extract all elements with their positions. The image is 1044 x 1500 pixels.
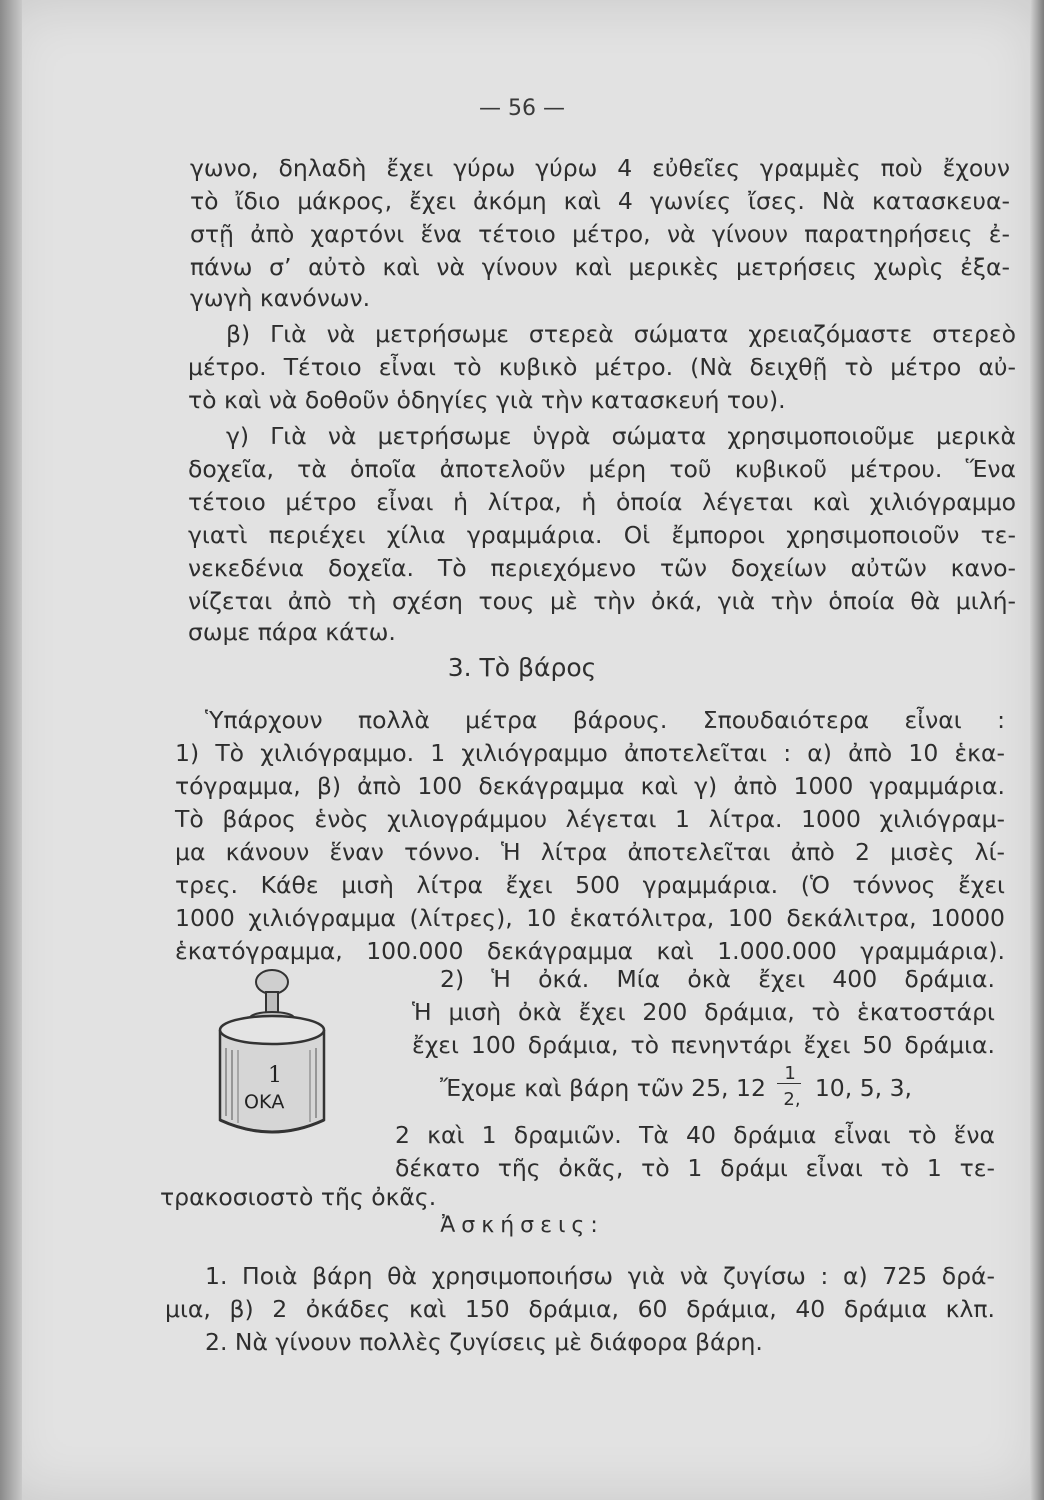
text-line: στῇ ἀπὸ χαρτόνι ἕνα τέτοιο μέτρο, νὰ γίνουν παρατηρήσεις ἐ- [190, 220, 1010, 248]
text-line: Ὑπάρχουν πολλὰ μέτρα βάρους. Σπουδαιότερα εἶναι : [205, 706, 1005, 734]
text-line: δέκατο τῆς ὀκᾶς, τὸ 1 δράμι εἶναι τὸ 1 τε- [395, 1154, 995, 1182]
page-number: — 56 — [479, 96, 565, 121]
text-line: τρες. Κάθε μισὴ λίτρα ἔχει 500 γραμμάρια. (Ὁ τόννος ἔχει [175, 871, 1005, 899]
text-line: νίζεται ἀπὸ τὴ σχέση τους μὲ τὴν ὀκά, γιὰ τὴν ὁποία θὰ μιλή- [188, 587, 1016, 615]
section-heading: 3. Τὸ βάρος [447, 653, 597, 682]
text-line: σωμε πάρα κάτω. [188, 618, 396, 646]
text-line: γιατὶ περιέχει χίλια γραμμάρια. Οἱ ἔμποροι χρησιμοποιοῦν τε- [188, 521, 1016, 549]
text-line: πάνω σ’ αὐτὸ καὶ νὰ γίνουν καὶ μερικὲς μετρήσεις χωρὶς ἐξα- [190, 253, 1010, 281]
exercises-heading: Ἀσκήσεις: [440, 1213, 604, 1238]
text-line: γ) Γιὰ νὰ μετρήσωμε ὑγρὰ σώματα χρησιμοποιοῦμε μερικὰ [226, 422, 1016, 450]
page-edge-right [1030, 0, 1044, 1500]
exercise-line: 1. Ποιὰ βάρη θὰ χρησιμοποιήσω γιὰ νὰ ζυγίσω : α) 725 δρά- [205, 1262, 995, 1290]
text-line: 1) Τὸ χιλιόγραμμο. 1 χιλιόγραμμο ἀποτελεῖται : α) ἀπὸ 10 ἑκα- [175, 739, 1005, 767]
text-line: νεκεδένια δοχεῖα. Τὸ περιεχόμενο τῶν δοχείων αὐτῶν κανο- [188, 554, 1016, 582]
text-line: ἔχει 100 δράμια, τὸ πενηντάρι ἔχει 50 δράμια. [412, 1031, 995, 1059]
text-line: ἑκατόγραμμα, 100.000 δεκάγραμμα καὶ 1.000.000 γραμμάρια). [175, 937, 1005, 965]
text-line: τρακοσιοστὸ τῆς ὀκᾶς. [160, 1183, 437, 1211]
fraction-bar [777, 1083, 801, 1084]
text-line: 1000 χιλιόγραμμα (λίτρες), 10 ἑκατόλιτρα, 100 δεκάλιτρα, 10000 [175, 904, 1005, 932]
oka-weight-illustration [210, 968, 330, 1148]
fraction-text-line [440, 1062, 913, 1110]
text-line: τέτοιο μέτρο εἶναι ἡ λίτρα, ἡ ὁποία λέγεται καὶ χιλιόγραμμο [188, 488, 1016, 516]
exercise-line: 2. Νὰ γίνουν πολλὲς ζυγίσεις μὲ διάφορα βάρη. [205, 1328, 763, 1356]
fraction-line-before: Ἔχομε καὶ βάρη τῶν 25, 12 [440, 1074, 766, 1102]
text-line: Ἡ μισὴ ὀκὰ ἔχει 200 δράμια, τὸ ἑκατοστάρι [412, 998, 995, 1026]
text-line: μα κάνουν ἕναν τόννο. Ἡ λίτρα ἀποτελεῖται ἀπὸ 2 μισὲς λί- [175, 838, 1005, 866]
exercise-line: μια, β) 2 ὀκάδες καὶ 150 δράμια, 60 δράμια, 40 δράμια κλπ. [165, 1295, 995, 1323]
page-edge-left [0, 0, 22, 1500]
fraction-one-half [777, 1062, 803, 1110]
text-line: β) Γιὰ νὰ μετρήσωμε στερεὰ σώματα χρειαζόμαστε στερεὸ [226, 320, 1016, 348]
text-line: Τὸ βάρος ἑνὸς χιλιογράμμου λέγεται 1 λίτρα. 1000 χιλιόγραμ- [175, 805, 1005, 833]
weight-label-unit: ΟΚΑ [244, 1091, 285, 1113]
fraction-line-after: 10, 5, 3, [814, 1074, 913, 1102]
fraction-numerator: 1 [784, 1062, 796, 1084]
weight-label-number: 1 [268, 1063, 282, 1088]
fraction-denominator: 2, [783, 1088, 801, 1110]
text-line: δοχεῖα, τὰ ὁποῖα ἀποτελοῦν μέρη τοῦ κυβικοῦ μέτρου. Ἕνα [188, 455, 1016, 483]
text-line: 2) Ἡ ὀκά. Μία ὀκὰ ἔχει 400 δράμια. [440, 965, 995, 993]
text-line: γωγὴ κανόνων. [190, 284, 371, 312]
text-line: τὸ καὶ νὰ δοθοῦν ὁδηγίες γιὰ τὴν κατασκευή του). [188, 386, 786, 414]
text-line: τόγραμμα, β) ἀπὸ 100 δεκάγραμμα καὶ γ) ἀπὸ 1000 γραμμάρια. [175, 772, 1005, 800]
text-line: γωνο, δηλαδὴ ἔχει γύρω γύρω 4 εὐθεῖες γραμμὲς ποὺ ἔχουν [190, 154, 1010, 182]
text-line: τὸ ἴδιο μάκρος, ἔχει ἀκόμη καὶ 4 γωνίες ἴσες. Νὰ κατασκευα- [190, 187, 1010, 215]
text-line: 2 καὶ 1 δραμιῶν. Τὰ 40 δράμια εἶναι τὸ ἕνα [395, 1121, 995, 1149]
text-line: μέτρο. Τέτοιο εἶναι τὸ κυβικὸ μέτρο. (Νὰ δειχθῇ τὸ μέτρο αὐ- [188, 353, 1016, 381]
